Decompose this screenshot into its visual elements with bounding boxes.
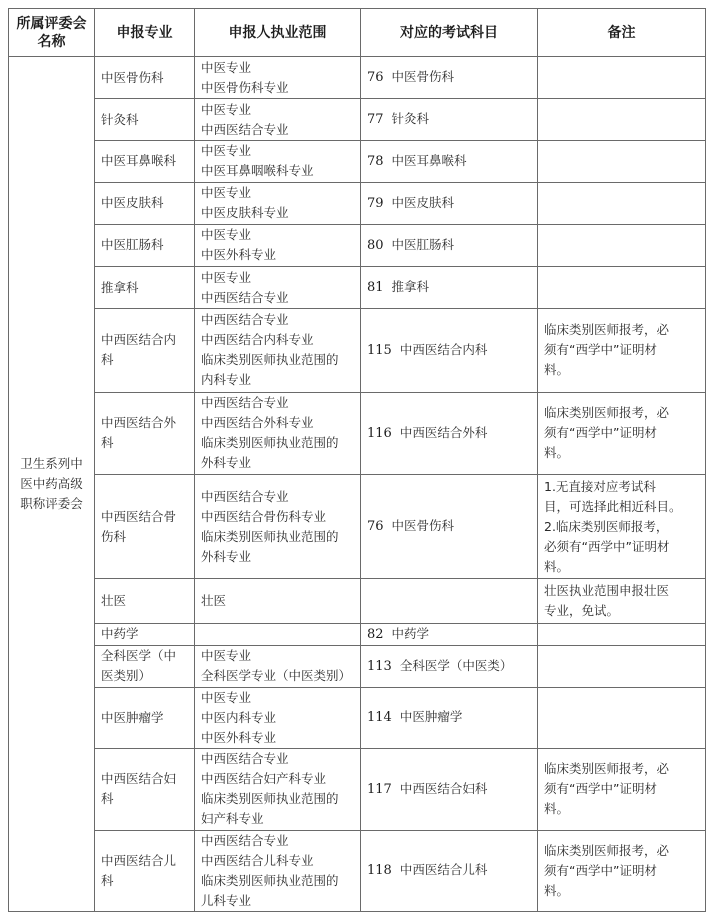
specialty-cell <box>95 830 195 912</box>
scope-cell <box>195 99 361 141</box>
exam-code: 116 <box>367 425 392 441</box>
table-row <box>9 687 706 748</box>
scope-cell-line: 中医皮肤科专业 <box>201 205 289 221</box>
exam-name: 中医耳鼻喉科 <box>391 152 467 168</box>
note-cell-line: 须有“西学中”证明材 <box>544 342 657 358</box>
scope-cell-line: 中西医结合外科专业 <box>201 415 314 431</box>
scope-cell-line: 中西医结合妇产科专业 <box>201 771 327 787</box>
exam-name: 针灸科 <box>391 111 430 127</box>
note-cell <box>538 141 706 182</box>
scope-cell-line: 中医专业 <box>201 269 252 285</box>
scope-cell-line: 中医专业 <box>201 101 252 117</box>
specialty-cell-line: 中西医结合骨 <box>101 508 177 524</box>
specialty-cell <box>95 182 195 224</box>
exam-name: 中医肿瘤学 <box>399 709 463 725</box>
scope-cell <box>195 57 361 99</box>
exam-code: 76 <box>367 519 384 535</box>
exam-cell <box>361 645 538 687</box>
exam-cell <box>361 224 538 266</box>
specialty-cell-line: 科 <box>101 435 114 451</box>
note-cell-line: 2.临床类别医师报考， <box>544 518 669 534</box>
scope-cell <box>195 623 361 645</box>
specialty-cell <box>95 687 195 748</box>
exam-cell <box>361 749 538 830</box>
scope-cell-line: 中医内科专业 <box>201 709 277 725</box>
committee-name-line: 卫生系列中 <box>20 456 83 471</box>
scope-cell-line: 中医骨伤科专业 <box>201 79 289 95</box>
scope-cell-line: 中医专业 <box>201 59 252 75</box>
exam-code: 80 <box>367 237 384 253</box>
scope-cell-line: 中医专业 <box>201 689 252 705</box>
scope-cell-line: 中医外科专业 <box>201 247 277 263</box>
exam-code: 118 <box>367 863 392 879</box>
specialty-cell-line: 全科医学（中 <box>101 648 177 664</box>
specialty-cell-line: 中西医结合内 <box>101 332 177 348</box>
note-cell <box>538 224 706 266</box>
specialty-cell <box>95 579 195 623</box>
table-row <box>9 645 706 687</box>
header-committee: 所属评委会 名称 <box>9 9 95 57</box>
exam-cell <box>361 141 538 182</box>
scope-cell <box>195 645 361 687</box>
table-row <box>9 141 706 182</box>
committee-name-line: 职称评委会 <box>20 496 83 511</box>
specialty-cell <box>95 474 195 578</box>
specialty-cell <box>95 266 195 308</box>
scope-cell <box>195 579 361 623</box>
specialty-cell-line: 针灸科 <box>101 111 139 127</box>
scope-cell <box>195 687 361 748</box>
note-cell-line: 料。 <box>544 445 570 461</box>
specialty-cell-line: 科 <box>101 352 114 368</box>
note-cell <box>538 749 706 830</box>
specialty-cell <box>95 99 195 141</box>
scope-cell-line: 全科医学专业（中医类别） <box>201 668 352 684</box>
note-cell <box>538 687 706 748</box>
note-cell-line: 壮医执业范围申报壮医 <box>544 582 670 598</box>
scope-cell-line: 中西医结合专业 <box>201 751 289 767</box>
header-note: 备注 <box>538 9 706 57</box>
scope-cell-line: 中医专业 <box>201 648 252 664</box>
specialty-cell-line: 中医骨伤科 <box>101 69 164 85</box>
scope-cell <box>195 749 361 830</box>
exam-code: 77 <box>367 112 384 128</box>
scope-cell-line: 中西医结合专业 <box>201 395 289 411</box>
table-row <box>9 266 706 308</box>
note-cell <box>538 830 706 912</box>
note-cell-line: 临床类别医师报考，必 <box>544 842 670 858</box>
scope-cell-line: 中西医结合骨伤科专业 <box>201 508 327 524</box>
exam-name: 中医骨伤科 <box>391 69 455 85</box>
exam-name: 中医骨伤科 <box>391 518 455 534</box>
specialty-cell-line: 中医皮肤科 <box>101 195 164 211</box>
scope-cell-line: 中西医结合内科专业 <box>201 332 314 348</box>
table-row <box>9 474 706 578</box>
committee-name-line: 医中药高级 <box>20 476 83 491</box>
exam-cell <box>361 579 538 623</box>
scope-cell-line: 中西医结合专业 <box>201 488 289 504</box>
note-cell <box>538 266 706 308</box>
exam-code: 114 <box>367 710 392 726</box>
specialty-cell <box>95 224 195 266</box>
scope-cell-line: 临床类别医师执业范围的 <box>201 352 339 368</box>
note-cell-line: 料。 <box>544 558 570 574</box>
specialty-cell <box>95 645 195 687</box>
scope-cell-line: 中医耳鼻咽喉科专业 <box>201 163 314 179</box>
header-row <box>9 9 706 57</box>
table-row <box>9 749 706 830</box>
specialty-cell-line: 中医耳鼻喉科 <box>101 153 177 169</box>
scope-cell-line: 临床类别医师执业范围的 <box>201 872 339 888</box>
note-cell-line: 目，可选择此相近科目。 <box>544 498 682 514</box>
specialty-cell-line: 医类别） <box>101 668 152 684</box>
specialty-cell-line: 中西医结合妇 <box>101 771 177 787</box>
scope-cell-line: 中西医结合专业 <box>201 121 289 137</box>
scope-cell-line: 中西医结合儿科专业 <box>201 852 314 868</box>
note-cell <box>538 57 706 99</box>
scope-cell-line: 中西医结合专业 <box>201 312 289 328</box>
exam-name: 中医皮肤科 <box>391 194 455 210</box>
exam-cell <box>361 266 538 308</box>
note-cell-line: 专业，免试。 <box>544 602 620 618</box>
note-cell-line: 须有“西学中”证明材 <box>544 425 657 441</box>
scope-cell-line: 临床类别医师执业范围的 <box>201 528 339 544</box>
scope-cell-line: 中医专业 <box>201 227 252 243</box>
scope-cell-line: 外科专业 <box>201 455 252 471</box>
table-row <box>9 224 706 266</box>
exam-name: 中西医结合外科 <box>399 424 488 440</box>
specialty-cell-line: 中医肛肠科 <box>101 237 164 253</box>
specialty-cell-line: 推拿科 <box>101 279 139 295</box>
exam-name: 中医肛肠科 <box>391 236 455 252</box>
scope-cell-line: 临床类别医师执业范围的 <box>201 791 339 807</box>
note-cell-line: 必须有“西学中”证明材 <box>544 538 670 554</box>
document-page <box>8 8 705 912</box>
exam-cell <box>361 309 538 392</box>
specialty-cell-line: 中西医结合外 <box>101 415 177 431</box>
exam-code: 81 <box>367 280 384 296</box>
scope-cell-line: 中医专业 <box>201 185 252 201</box>
note-cell <box>538 182 706 224</box>
exam-cell <box>361 182 538 224</box>
specialty-cell-line: 中药学 <box>101 626 139 642</box>
specialty-cell <box>95 749 195 830</box>
scope-cell-line: 妇产科专业 <box>201 811 264 827</box>
scope-cell <box>195 182 361 224</box>
note-cell-line: 料。 <box>544 882 570 898</box>
specialty-cell <box>95 57 195 99</box>
exam-name: 中西医结合儿科 <box>399 862 488 878</box>
specialty-cell <box>95 623 195 645</box>
header-exam: 对应的考试科目 <box>361 9 538 57</box>
exam-code: 76 <box>367 70 384 86</box>
note-cell <box>538 474 706 578</box>
exam-code: 115 <box>367 342 392 358</box>
table-row <box>9 579 706 623</box>
table-row <box>9 830 706 912</box>
scope-cell <box>195 224 361 266</box>
exam-cell <box>361 57 538 99</box>
exam-name: 推拿科 <box>391 279 430 295</box>
scope-cell-line: 外科专业 <box>201 548 252 564</box>
header-scope: 申报人执业范围 <box>195 9 361 57</box>
exam-cell <box>361 99 538 141</box>
scope-cell-line: 临床类别医师执业范围的 <box>201 435 339 451</box>
note-cell <box>538 309 706 392</box>
exam-name: 全科医学（中医类） <box>399 657 513 673</box>
table-row <box>9 182 706 224</box>
note-cell-line: 1.无直接对应考试科 <box>544 478 656 494</box>
note-cell-line: 临床类别医师报考，必 <box>544 405 670 421</box>
exam-cell <box>361 474 538 578</box>
table-row <box>9 99 706 141</box>
specialty-cell-line: 科 <box>101 872 114 888</box>
exam-code: 79 <box>367 195 384 211</box>
scope-cell-line: 中西医结合专业 <box>201 289 289 305</box>
scope-cell <box>195 266 361 308</box>
scope-cell <box>195 141 361 182</box>
exam-code: 78 <box>367 153 384 169</box>
scope-cell-line: 壮医 <box>201 592 227 608</box>
note-cell <box>538 99 706 141</box>
note-cell-line: 须有“西学中”证明材 <box>544 862 657 878</box>
note-cell-line: 料。 <box>544 801 570 817</box>
note-cell <box>538 623 706 645</box>
header-specialty: 申报专业 <box>95 9 195 57</box>
exam-name: 中西医结合内科 <box>399 341 488 357</box>
specialty-cell <box>95 141 195 182</box>
exam-name: 中药学 <box>391 625 430 641</box>
exam-code: 113 <box>367 658 392 674</box>
note-cell-line: 料。 <box>544 362 570 378</box>
specialty-cell-line: 壮医 <box>101 592 127 608</box>
exam-cell <box>361 392 538 474</box>
scope-cell-line: 内科专业 <box>201 372 252 388</box>
table-row <box>9 57 706 99</box>
scope-cell-line: 儿科专业 <box>201 892 252 908</box>
exam-code: 117 <box>367 781 392 797</box>
note-cell-line: 须有“西学中”证明材 <box>544 781 657 797</box>
qualification-table <box>8 8 706 912</box>
note-cell <box>538 645 706 687</box>
table-row <box>9 392 706 474</box>
specialty-cell-line: 科 <box>101 791 114 807</box>
scope-cell <box>195 830 361 912</box>
exam-name: 中西医结合妇科 <box>399 780 488 796</box>
scope-cell <box>195 309 361 392</box>
note-cell <box>538 579 706 623</box>
table-row <box>9 309 706 392</box>
scope-cell <box>195 474 361 578</box>
exam-cell <box>361 830 538 912</box>
specialty-cell <box>95 309 195 392</box>
exam-code: 82 <box>367 626 384 642</box>
exam-cell <box>361 623 538 645</box>
scope-cell <box>195 392 361 474</box>
specialty-cell <box>95 392 195 474</box>
exam-cell <box>361 687 538 748</box>
specialty-cell-line: 中医肿瘤学 <box>101 709 164 725</box>
scope-cell-line: 中医外科专业 <box>201 729 277 745</box>
note-cell-line: 临床类别医师报考，必 <box>544 322 670 338</box>
scope-cell-line: 中西医结合专业 <box>201 832 289 848</box>
committee-name-cell <box>9 57 95 912</box>
scope-cell-line: 中医专业 <box>201 143 252 159</box>
table-row <box>9 623 706 645</box>
note-cell <box>538 392 706 474</box>
specialty-cell-line: 中西医结合儿 <box>101 852 177 868</box>
note-cell-line: 临床类别医师报考，必 <box>544 761 670 777</box>
specialty-cell-line: 伤科 <box>101 528 127 544</box>
